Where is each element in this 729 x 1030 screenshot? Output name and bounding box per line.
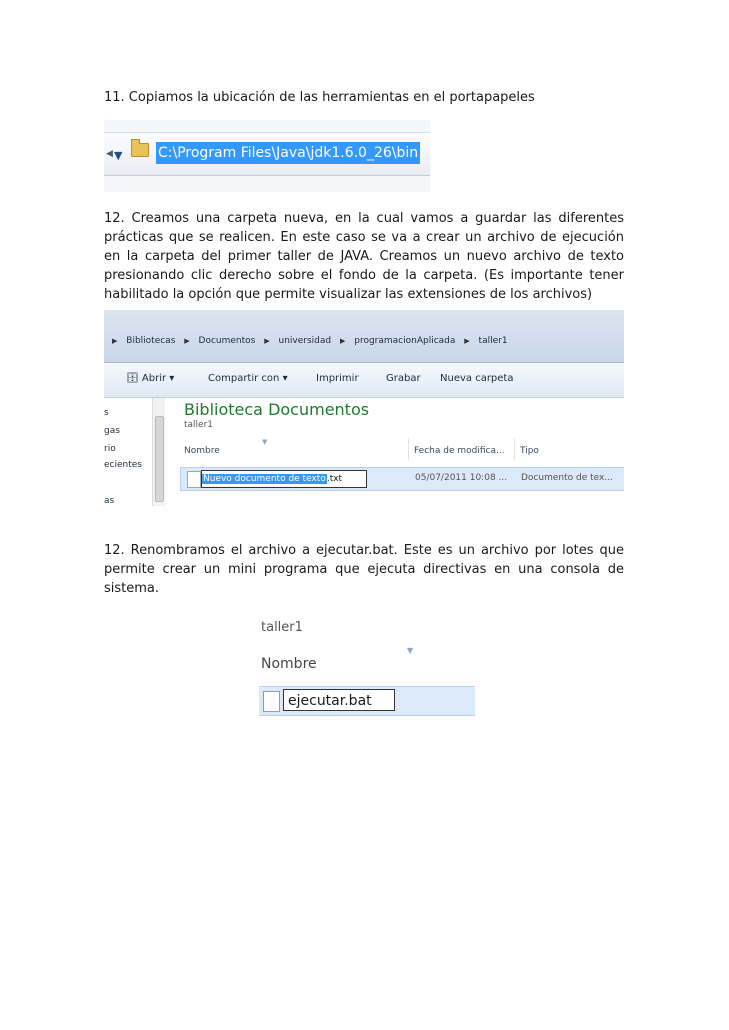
chevron-down-icon: ▾ bbox=[282, 373, 288, 384]
chevron-right-icon: ▶ bbox=[464, 337, 470, 345]
chevron-right-icon: ▶ bbox=[184, 337, 190, 345]
file-row[interactable] bbox=[259, 686, 475, 716]
nav-item[interactable]: as bbox=[104, 496, 115, 506]
column-header-type[interactable]: Tipo bbox=[520, 446, 539, 456]
chevron-down-icon: ▾ bbox=[169, 373, 175, 384]
share-button[interactable] bbox=[208, 373, 288, 384]
rename-field[interactable]: ejecutar.bat bbox=[283, 689, 395, 711]
scrollbar-thumb[interactable] bbox=[155, 416, 164, 502]
open-label: Abrir bbox=[141, 373, 167, 384]
rename-selection: Nuevo documento de texto bbox=[203, 474, 326, 484]
print-button[interactable]: Imprimir bbox=[316, 373, 359, 384]
library-subtitle: taller1 bbox=[184, 420, 214, 430]
file-row[interactable] bbox=[180, 467, 624, 491]
column-header-date[interactable]: Fecha de modifica... bbox=[414, 446, 505, 456]
open-button[interactable] bbox=[126, 373, 174, 384]
toolbar bbox=[104, 363, 624, 398]
breadcrumb-item[interactable]: programacionAplicada bbox=[354, 336, 456, 346]
navigation-pane bbox=[104, 398, 152, 506]
column-divider bbox=[408, 438, 409, 460]
column-header-name[interactable]: Nombre bbox=[184, 446, 220, 456]
batch-file-icon bbox=[263, 691, 280, 712]
screenshot-path-bar bbox=[104, 120, 430, 192]
paragraph-step-12-create-folder: 12. Creamos una carpeta nueva, en la cual vamos a guardar las diferentes prácticas que se realicen. En este caso se va a crear un archivo de ejecución en la carpeta del primer taller de JAVA. Creamos un nuevo archivo de texto presionando clic derecho sobre el fondo de la carpeta. (Es importante tener habilitado la opción que permite visualizar las extensiones de los archivos) bbox=[104, 211, 624, 302]
address-bar bbox=[104, 132, 430, 176]
screenshot-renamed-file bbox=[255, 620, 475, 732]
breadcrumb-item[interactable]: Documentos bbox=[198, 336, 256, 346]
breadcrumb bbox=[112, 336, 514, 346]
sort-indicator-icon: ▼ bbox=[407, 646, 414, 655]
nav-item[interactable]: rio bbox=[104, 444, 116, 454]
chevron-right-icon: ▶ bbox=[112, 337, 118, 345]
paragraph-step-11: 11. Copiamos la ubicación de las herramientas en el portapapeles bbox=[104, 90, 535, 105]
column-header-name[interactable]: Nombre bbox=[261, 656, 317, 672]
screenshot-explorer-window bbox=[104, 310, 624, 506]
address-bar bbox=[104, 310, 624, 363]
dropdown-icon[interactable]: ▼ bbox=[114, 149, 123, 162]
column-divider bbox=[514, 438, 515, 460]
open-icon: 🗄 bbox=[126, 373, 139, 384]
nav-item[interactable]: gas bbox=[104, 426, 120, 436]
rename-extension: .txt bbox=[326, 474, 343, 484]
breadcrumb-item[interactable]: taller1 bbox=[478, 336, 508, 346]
folder-label: taller1 bbox=[261, 620, 303, 635]
file-date: 05/07/2011 10:08 ... bbox=[415, 473, 508, 483]
file-type: Documento de tex... bbox=[521, 473, 613, 483]
chevron-right-icon: ▶ bbox=[264, 337, 270, 345]
nav-item[interactable]: s bbox=[104, 408, 109, 418]
scrollbar[interactable] bbox=[152, 398, 165, 506]
path-text[interactable]: C:\Program Files\Java\jdk1.6.0_26\bin bbox=[156, 142, 420, 164]
chevron-right-icon: ▶ bbox=[339, 337, 346, 345]
text-file-icon bbox=[187, 471, 201, 488]
folder-icon bbox=[131, 143, 149, 157]
library-title: Biblioteca Documentos bbox=[184, 400, 370, 419]
arrow-left-icon[interactable]: ◀ bbox=[106, 149, 113, 159]
breadcrumb-item[interactable]: Bibliotecas bbox=[126, 336, 176, 346]
sort-indicator-icon: ▼ bbox=[262, 438, 268, 446]
nav-item[interactable]: ecientes bbox=[104, 460, 142, 470]
share-label: Compartir con bbox=[208, 373, 280, 384]
breadcrumb-item[interactable]: universidad bbox=[278, 336, 332, 346]
paragraph-step-12-rename: 12. Renombramos el archivo a ejecutar.bat. Este es un archivo por lotes que permite crear un mini programa que ejecuta directivas en una consola de sistema. bbox=[104, 543, 624, 596]
rename-field[interactable] bbox=[201, 470, 367, 488]
burn-button[interactable]: Grabar bbox=[386, 373, 421, 384]
new-folder-button[interactable]: Nueva carpeta bbox=[440, 373, 514, 384]
